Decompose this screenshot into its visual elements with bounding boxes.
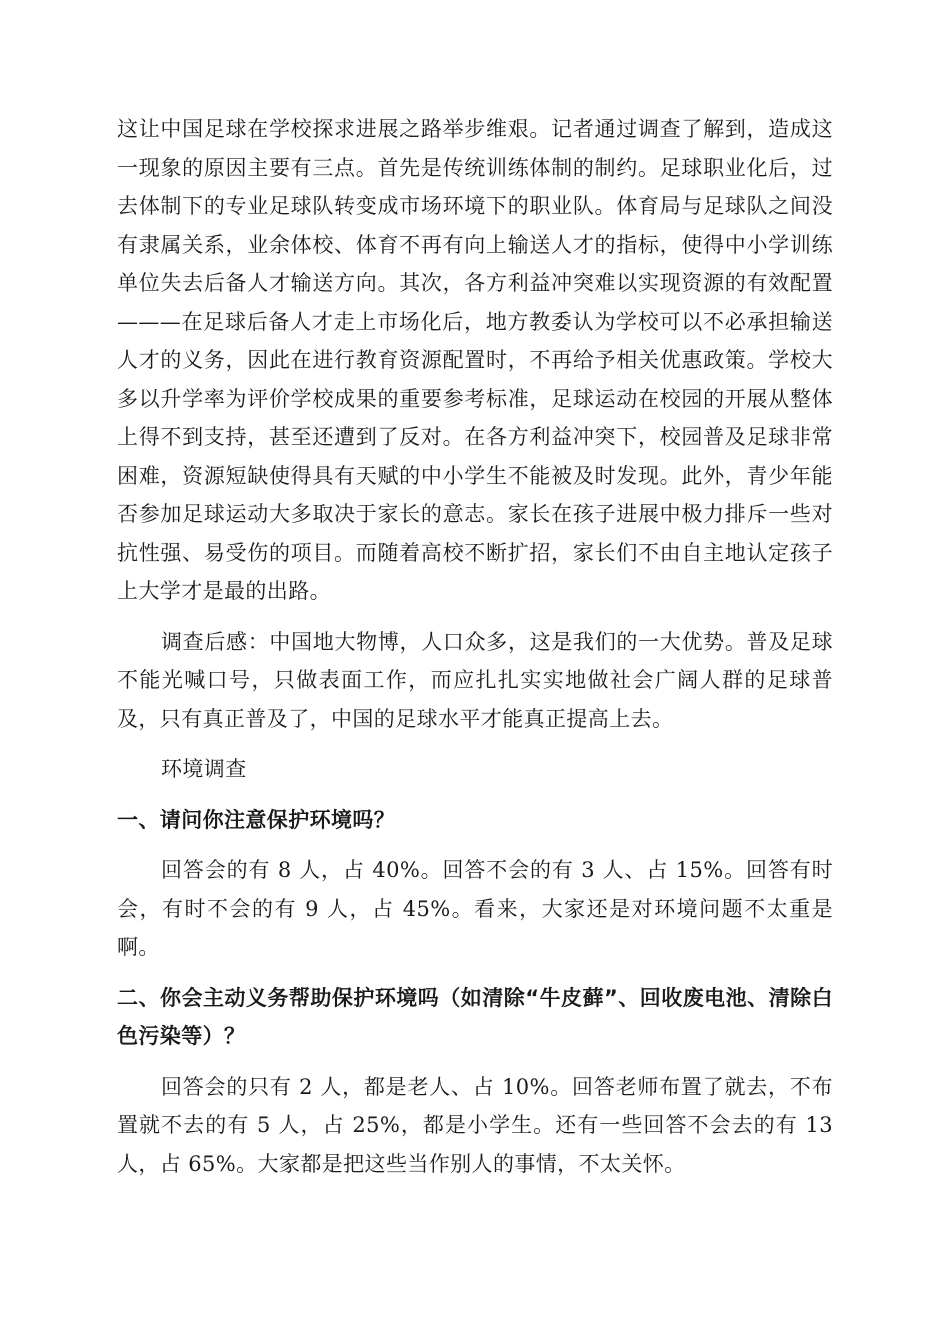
document-body — [117, 110, 833, 1183]
question-heading-2: 二、你会主动义务帮助保护环境吗（如清除“牛皮藓”、回收废电池、清除白色污染等）？ — [117, 985, 833, 1048]
paragraph-football-reasons: 这让中国足球在学校探求进展之路举步维艰。记者通过调查了解到，造成这一现象的原因主要有三点。首先是传统训练体制的制约。足球职业化后，过去体制下的专业足球队转变成市场环境下的职业队。体育局与足球队之间没有隶属关系，业余体校、体育不再有向上输送人才的指标，使得中小学训练单位失去后备人才输送方向。其次，各方利益冲突难以实现资源的有效配置———在足球后备人才走上市场化后，地方教委认为学校可以不必承担输送人才的义务，因此在进行教育资源配置时，不再给予相关优惠政策。学校大多以升学率为评价学校成果的重要参考标准，足球运动在校园的开展从整体上得不到支持，甚至还遭到了反对。在各方利益冲突下，校园普及足球非常困难，资源短缺使得具有天赋的中小学生不能被及时发现。此外，青少年能否参加足球运动大多取决于家长的意志。家长在孩子进展中极力排斥一些对抗性强、易受伤的项目。而随着高校不断扩招，家长们不由自主地认定孩子上大学才是最的出路。 — [117, 117, 833, 603]
section-label-environment-survey: 环境调查 — [161, 757, 247, 781]
paragraph-survey-reflection: 调查后感：中国地大物博，人口众多，这是我们的一大优势。普及足球不能光喊口号，只做表面工作，而应扎扎实实地做社会广阔人群的足球普及，只有真正普及了，中国的足球水平才能真正提高上去。 — [117, 629, 833, 731]
question-heading-1: 一、请问你注意保护环境吗？ — [117, 807, 396, 832]
answer-paragraph-1: 回答会的有 8 人，占 40%。回答不会的有 3 人、占 15%。回答有时会，有时不会的有 9 人，占 45%。看来，大家还是对环境问题不太重是啊。 — [117, 858, 833, 959]
answer-paragraph-2: 回答会的只有 2 人，都是老人、占 10%。回答老师布置了就去，不布置就不去的有 5 人，占 25%，都是小学生。还有一些回答不会去的有 13 人，占 65%。大家都是把这些当作别人的事情，不太关怀。 — [117, 1074, 833, 1176]
